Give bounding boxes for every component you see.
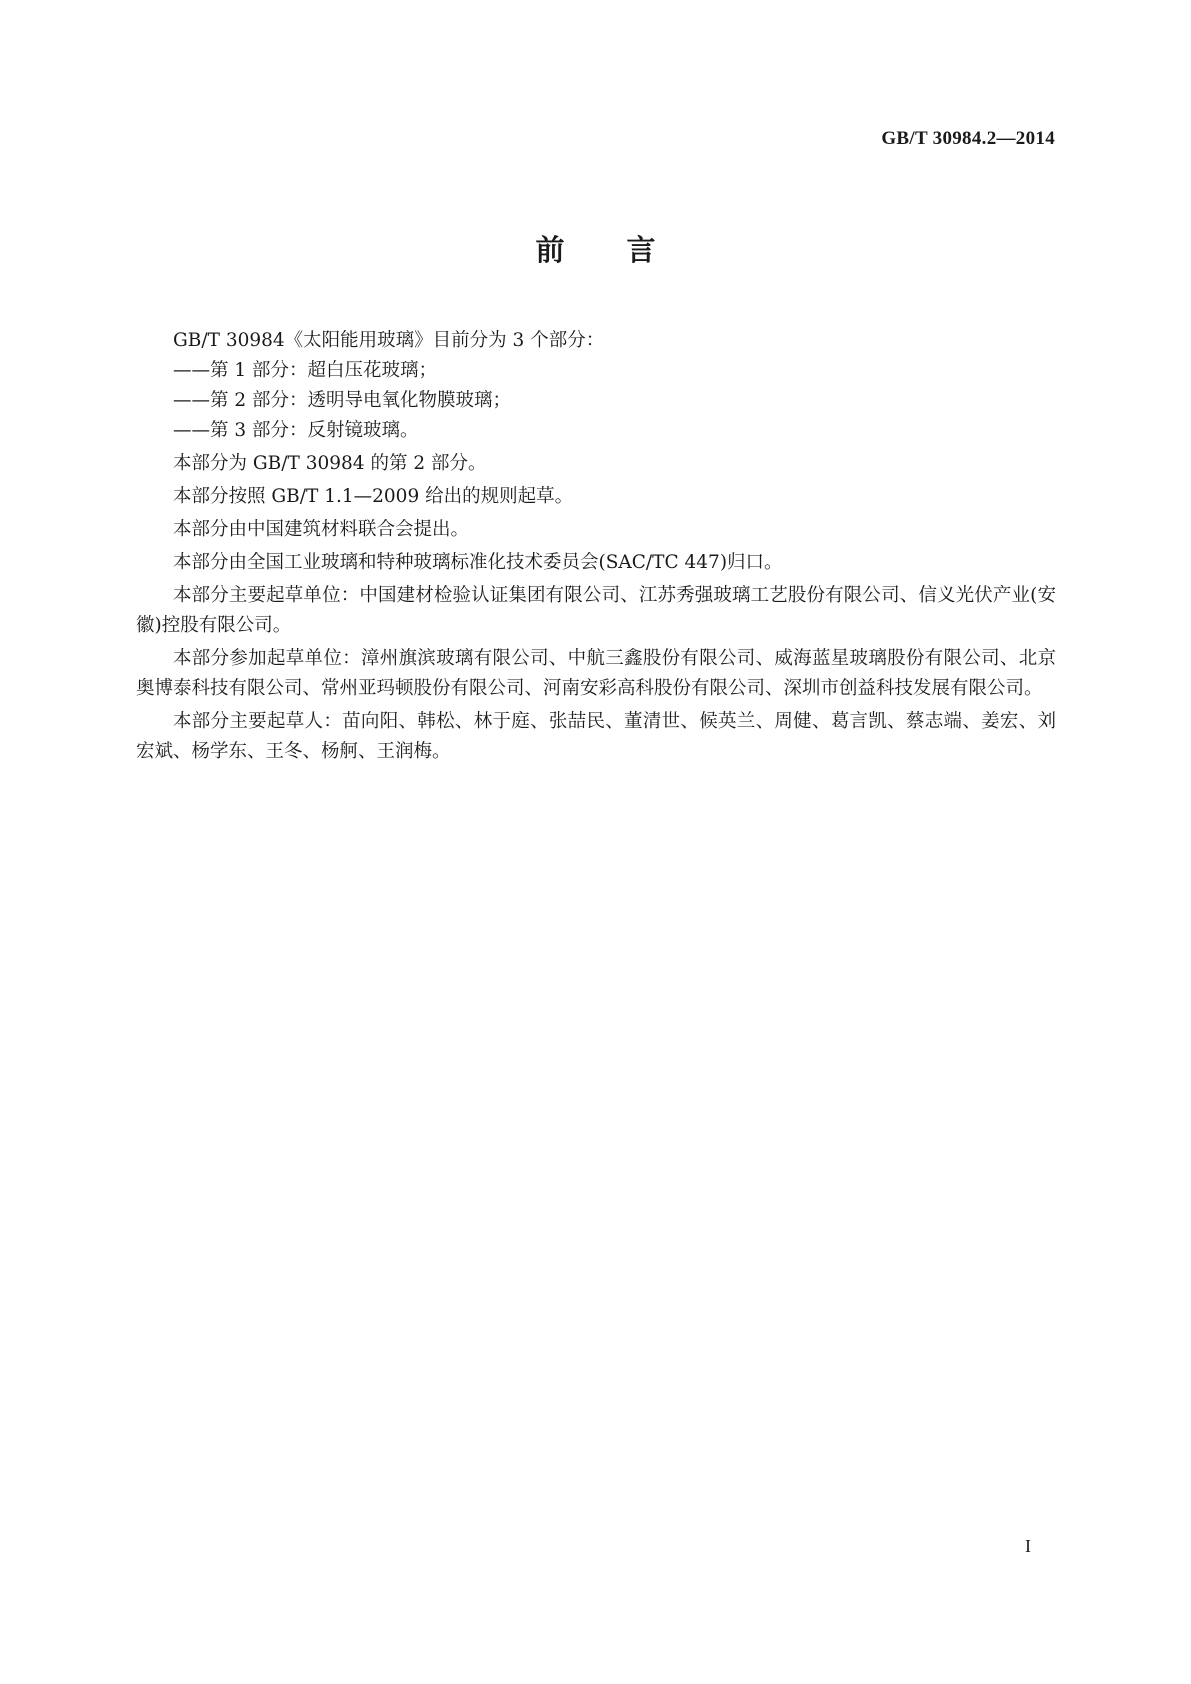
foreword-body <box>136 326 1056 767</box>
paragraph-part-statement: 本部分为 GB/T 30984 的第 2 部分。 <box>173 453 487 474</box>
paragraph-drafting-rules: 本部分按照 GB/T 1.1—2009 给出的规则起草。 <box>173 486 574 507</box>
list-item-part-3: ——第 3 部分：反射镜玻璃。 <box>173 420 419 441</box>
paragraph-intro: GB/T 30984《太阳能用玻璃》目前分为 3 个部分： <box>173 330 605 351</box>
page-number: I <box>1025 1536 1031 1556</box>
paragraph-participating-units: 本部分参加起草单位：漳州旗滨玻璃有限公司、中航三鑫股份有限公司、威海蓝星玻璃股份有限公司、北京奥博泰科技有限公司、常州亚玛顿股份有限公司、河南安彩高科股份有限公司、深圳市创益科技发展有限公司。 <box>136 648 1056 699</box>
list-item-part-2: ——第 2 部分：透明导电氧化物膜玻璃； <box>173 390 512 411</box>
paragraph-main-drafting-units: 本部分主要起草单位：中国建材检验认证集团有限公司、江苏秀强玻璃工艺股份有限公司、信义光伏产业(安徽)控股有限公司。 <box>136 585 1056 636</box>
paragraph-proposer: 本部分由中国建筑材料联合会提出。 <box>173 519 470 540</box>
paragraph-main-drafters: 本部分主要起草人：苗向阳、韩松、林于庭、张喆民、董清世、候英兰、周健、葛言凯、蔡志端、姜宏、刘宏斌、杨学东、王冬、杨舸、王润梅。 <box>136 711 1056 762</box>
list-item-part-1: ——第 1 部分：超白压花玻璃； <box>173 360 438 381</box>
paragraph-administrator: 本部分由全国工业玻璃和特种玻璃标准化技术委员会(SAC/TC 447)归口。 <box>173 552 783 573</box>
page-title: 前言 <box>535 233 718 267</box>
document-code: GB/T 30984.2—2014 <box>881 128 1055 149</box>
